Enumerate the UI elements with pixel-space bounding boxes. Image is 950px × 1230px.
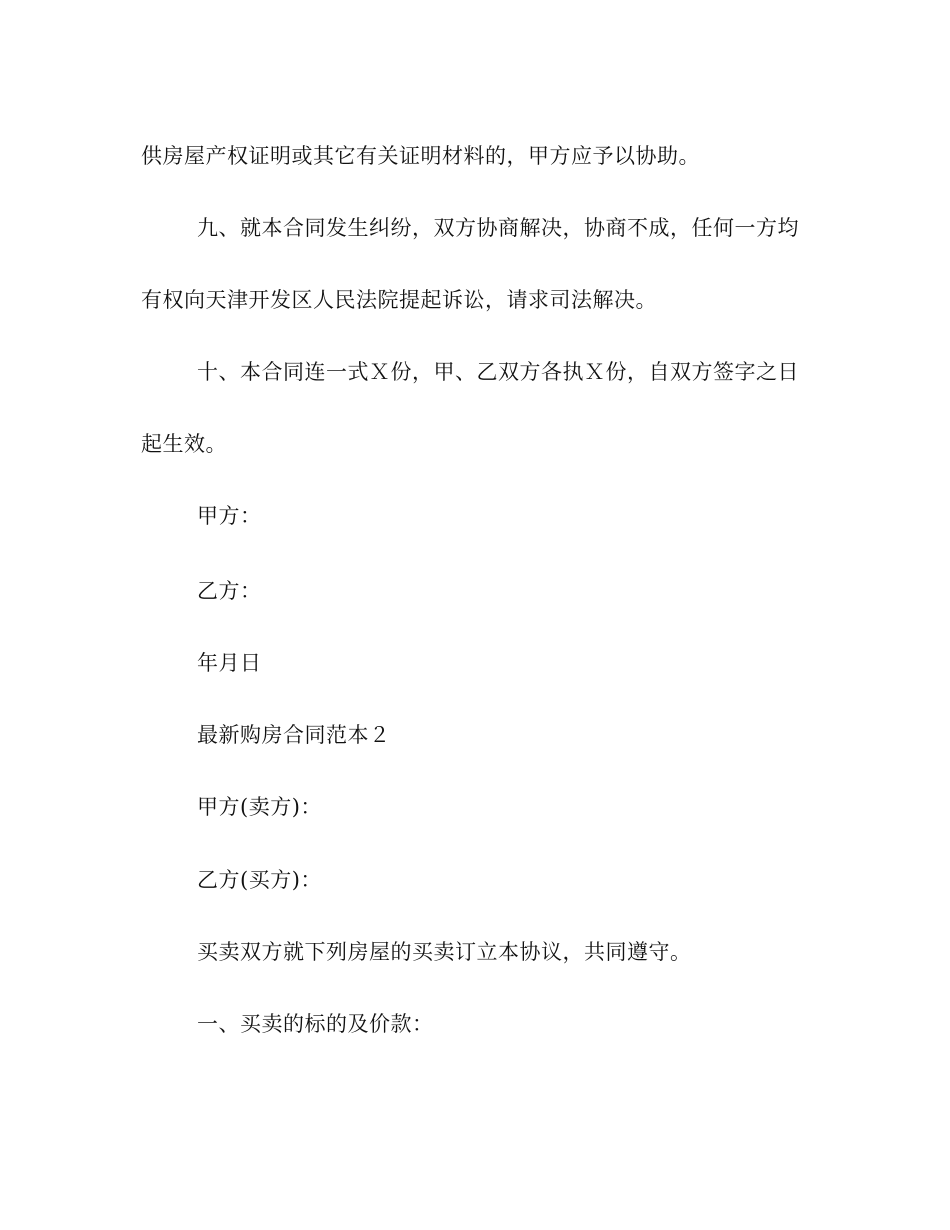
clause-one-heading: 一、买卖的标的及价款： bbox=[197, 1012, 434, 1036]
paragraph-line: 起生效。 bbox=[141, 432, 227, 456]
party-a-signature-label: 甲方： bbox=[197, 504, 262, 528]
date-label: 年月日 bbox=[197, 651, 262, 675]
agreement-intro-line: 买卖双方就下列房屋的买卖订立本协议，共同遵守。 bbox=[197, 940, 692, 964]
party-b-signature-label: 乙方： bbox=[197, 579, 262, 603]
clause-nine-line: 九、就本合同发生纠纷，双方协商解决，协商不成，任何一方均 bbox=[197, 216, 799, 240]
clause-ten-line: 十、本合同连一式Ｘ份，甲、乙双方各执Ｘ份，自双方签字之日 bbox=[197, 360, 799, 384]
party-a-seller-label: 甲方(卖方)： bbox=[197, 795, 322, 819]
section-title: 最新购房合同范本２ bbox=[197, 723, 391, 747]
party-b-buyer-label: 乙方(买方)： bbox=[197, 868, 322, 892]
paragraph-line: 供房屋产权证明或其它有关证明材料的，甲方应予以协助。 bbox=[141, 144, 700, 168]
paragraph-line: 有权向天津开发区人民法院提起诉讼，请求司法解决。 bbox=[141, 288, 657, 312]
